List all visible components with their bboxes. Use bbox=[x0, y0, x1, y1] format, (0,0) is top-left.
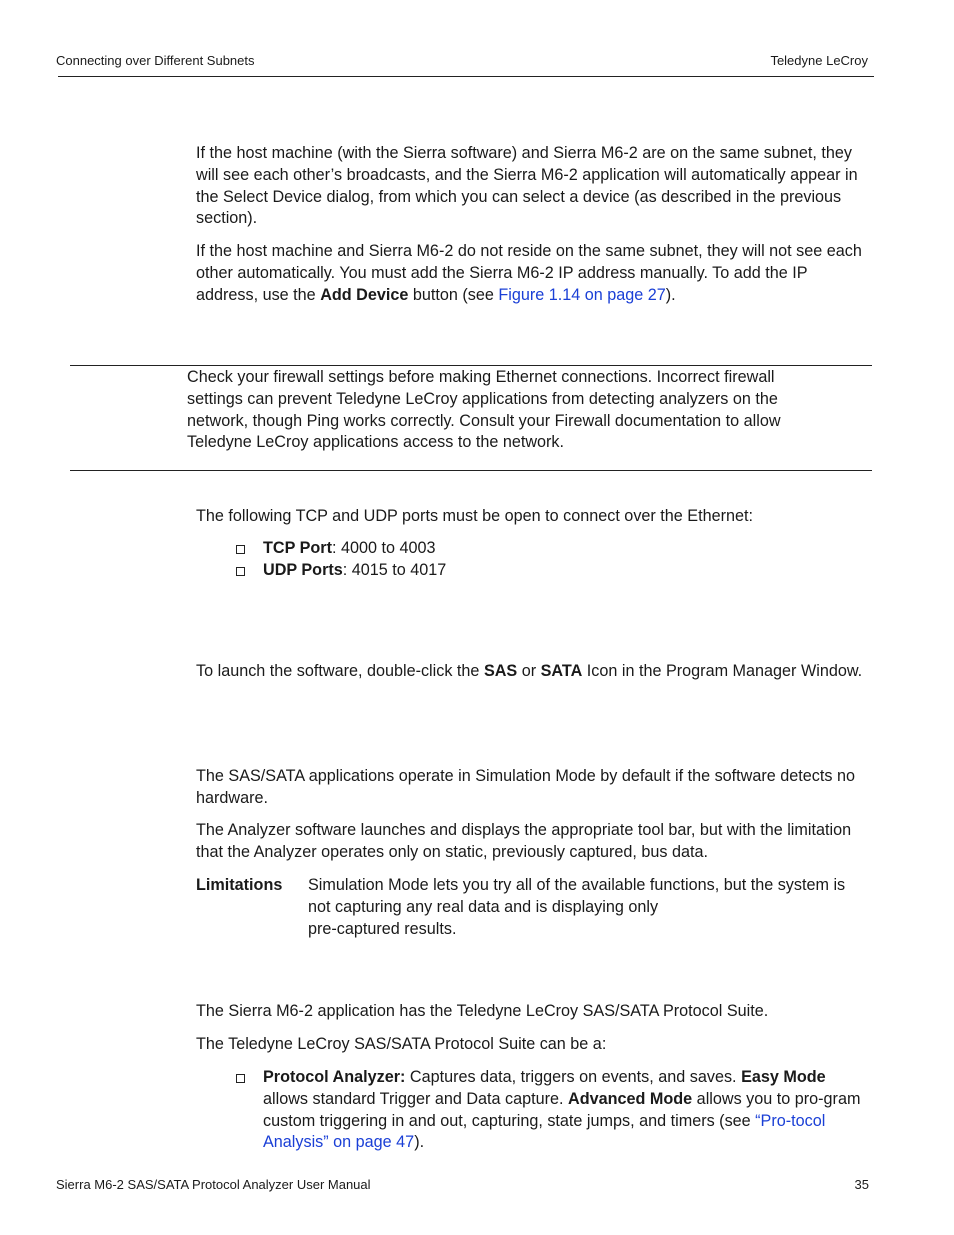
paragraph-same-subnet: If the host machine (with the Sierra software) and Sierra M6-2 are on the same subnet, they will see each other’s broadcasts, and the Sierra M6-2 application will automatically appear in the Select Device dialog, from which you can select a device (as described in the previous section). bbox=[196, 144, 858, 228]
paragraph-analyzer-launch: The Analyzer software launches and displays the appropriate tool bar, but with the limitation that the Analyzer operates only on static, previously captured, bus data. bbox=[196, 821, 852, 861]
paragraph-suite: The Sierra M6-2 application has the Teledyne LeCroy SAS/SATA Protocol Suite. bbox=[196, 1002, 769, 1020]
paragraph-simulation-mode: The SAS/SATA applications operate in Simulation Mode by default if the software detects no hardware. bbox=[196, 767, 855, 807]
limitations-label: Limitations bbox=[196, 876, 283, 894]
limitations-text: Simulation Mode lets you try all of the available functions, but the system is not capturing any real data and is displaying only pre-captured results. bbox=[308, 876, 846, 938]
list-item: Protocol Analyzer: Captures data, triggers on events, and saves. Easy Mode allows standard Trigger and Data capture. Advanced Mode allows you to pro-gram custom triggering in and out, capturing, state jumps, and timers (see “Pro-tocol Analysis” on page 47). bbox=[236, 1067, 876, 1155]
page-number: 35 bbox=[854, 1177, 869, 1192]
ports-intro: The following TCP and UDP ports must be open to connect over the Ethernet: bbox=[196, 507, 753, 525]
note-bottom-rule bbox=[70, 470, 872, 471]
running-footer-title: Sierra M6-2 SAS/SATA Protocol Analyzer User Manual bbox=[56, 1177, 371, 1192]
firewall-note: Check your firewall settings before making Ethernet connections. Incorrect firewall settings can prevent Teledyne LeCroy applications from detecting analyzers on the network, though Ping works correctly. Consult your Firewall documentation to allow Teledyne LeCroy applications access to the network. bbox=[187, 368, 781, 452]
running-header-left: Connecting over Different Subnets bbox=[56, 53, 255, 68]
paragraph-suite-types: The Teledyne LeCroy SAS/SATA Protocol Suite can be a: bbox=[196, 1035, 607, 1053]
figure-link[interactable]: Figure 1.14 on page 27 bbox=[498, 285, 666, 304]
list-item: TCP Port: 4000 to 4003 bbox=[236, 538, 876, 560]
running-header-right: Teledyne LeCroy bbox=[770, 53, 868, 68]
paragraph-launch: To launch the software, double-click the SAS or SATA Icon in the Program Manager Window. bbox=[196, 662, 863, 680]
checkbox-bullet-icon bbox=[236, 545, 245, 554]
list-item: UDP Ports: 4015 to 4017 bbox=[236, 560, 876, 582]
protocol-analysis-link[interactable]: “Pro-tocol Analysis” on page 47 bbox=[263, 1111, 826, 1152]
paragraph-different-subnet: If the host machine and Sierra M6-2 do not reside on the same subnet, they will not see each other automatically. You must add the Sierra M6-2 IP address manually. To add the IP address, use the Add Device button (see Figure 1.14 on page 27). bbox=[196, 242, 862, 304]
note-top-rule bbox=[70, 365, 872, 366]
header-divider bbox=[58, 76, 874, 77]
checkbox-bullet-icon bbox=[236, 1074, 245, 1083]
add-device-label: Add Device bbox=[320, 285, 409, 304]
checkbox-bullet-icon bbox=[236, 567, 245, 576]
